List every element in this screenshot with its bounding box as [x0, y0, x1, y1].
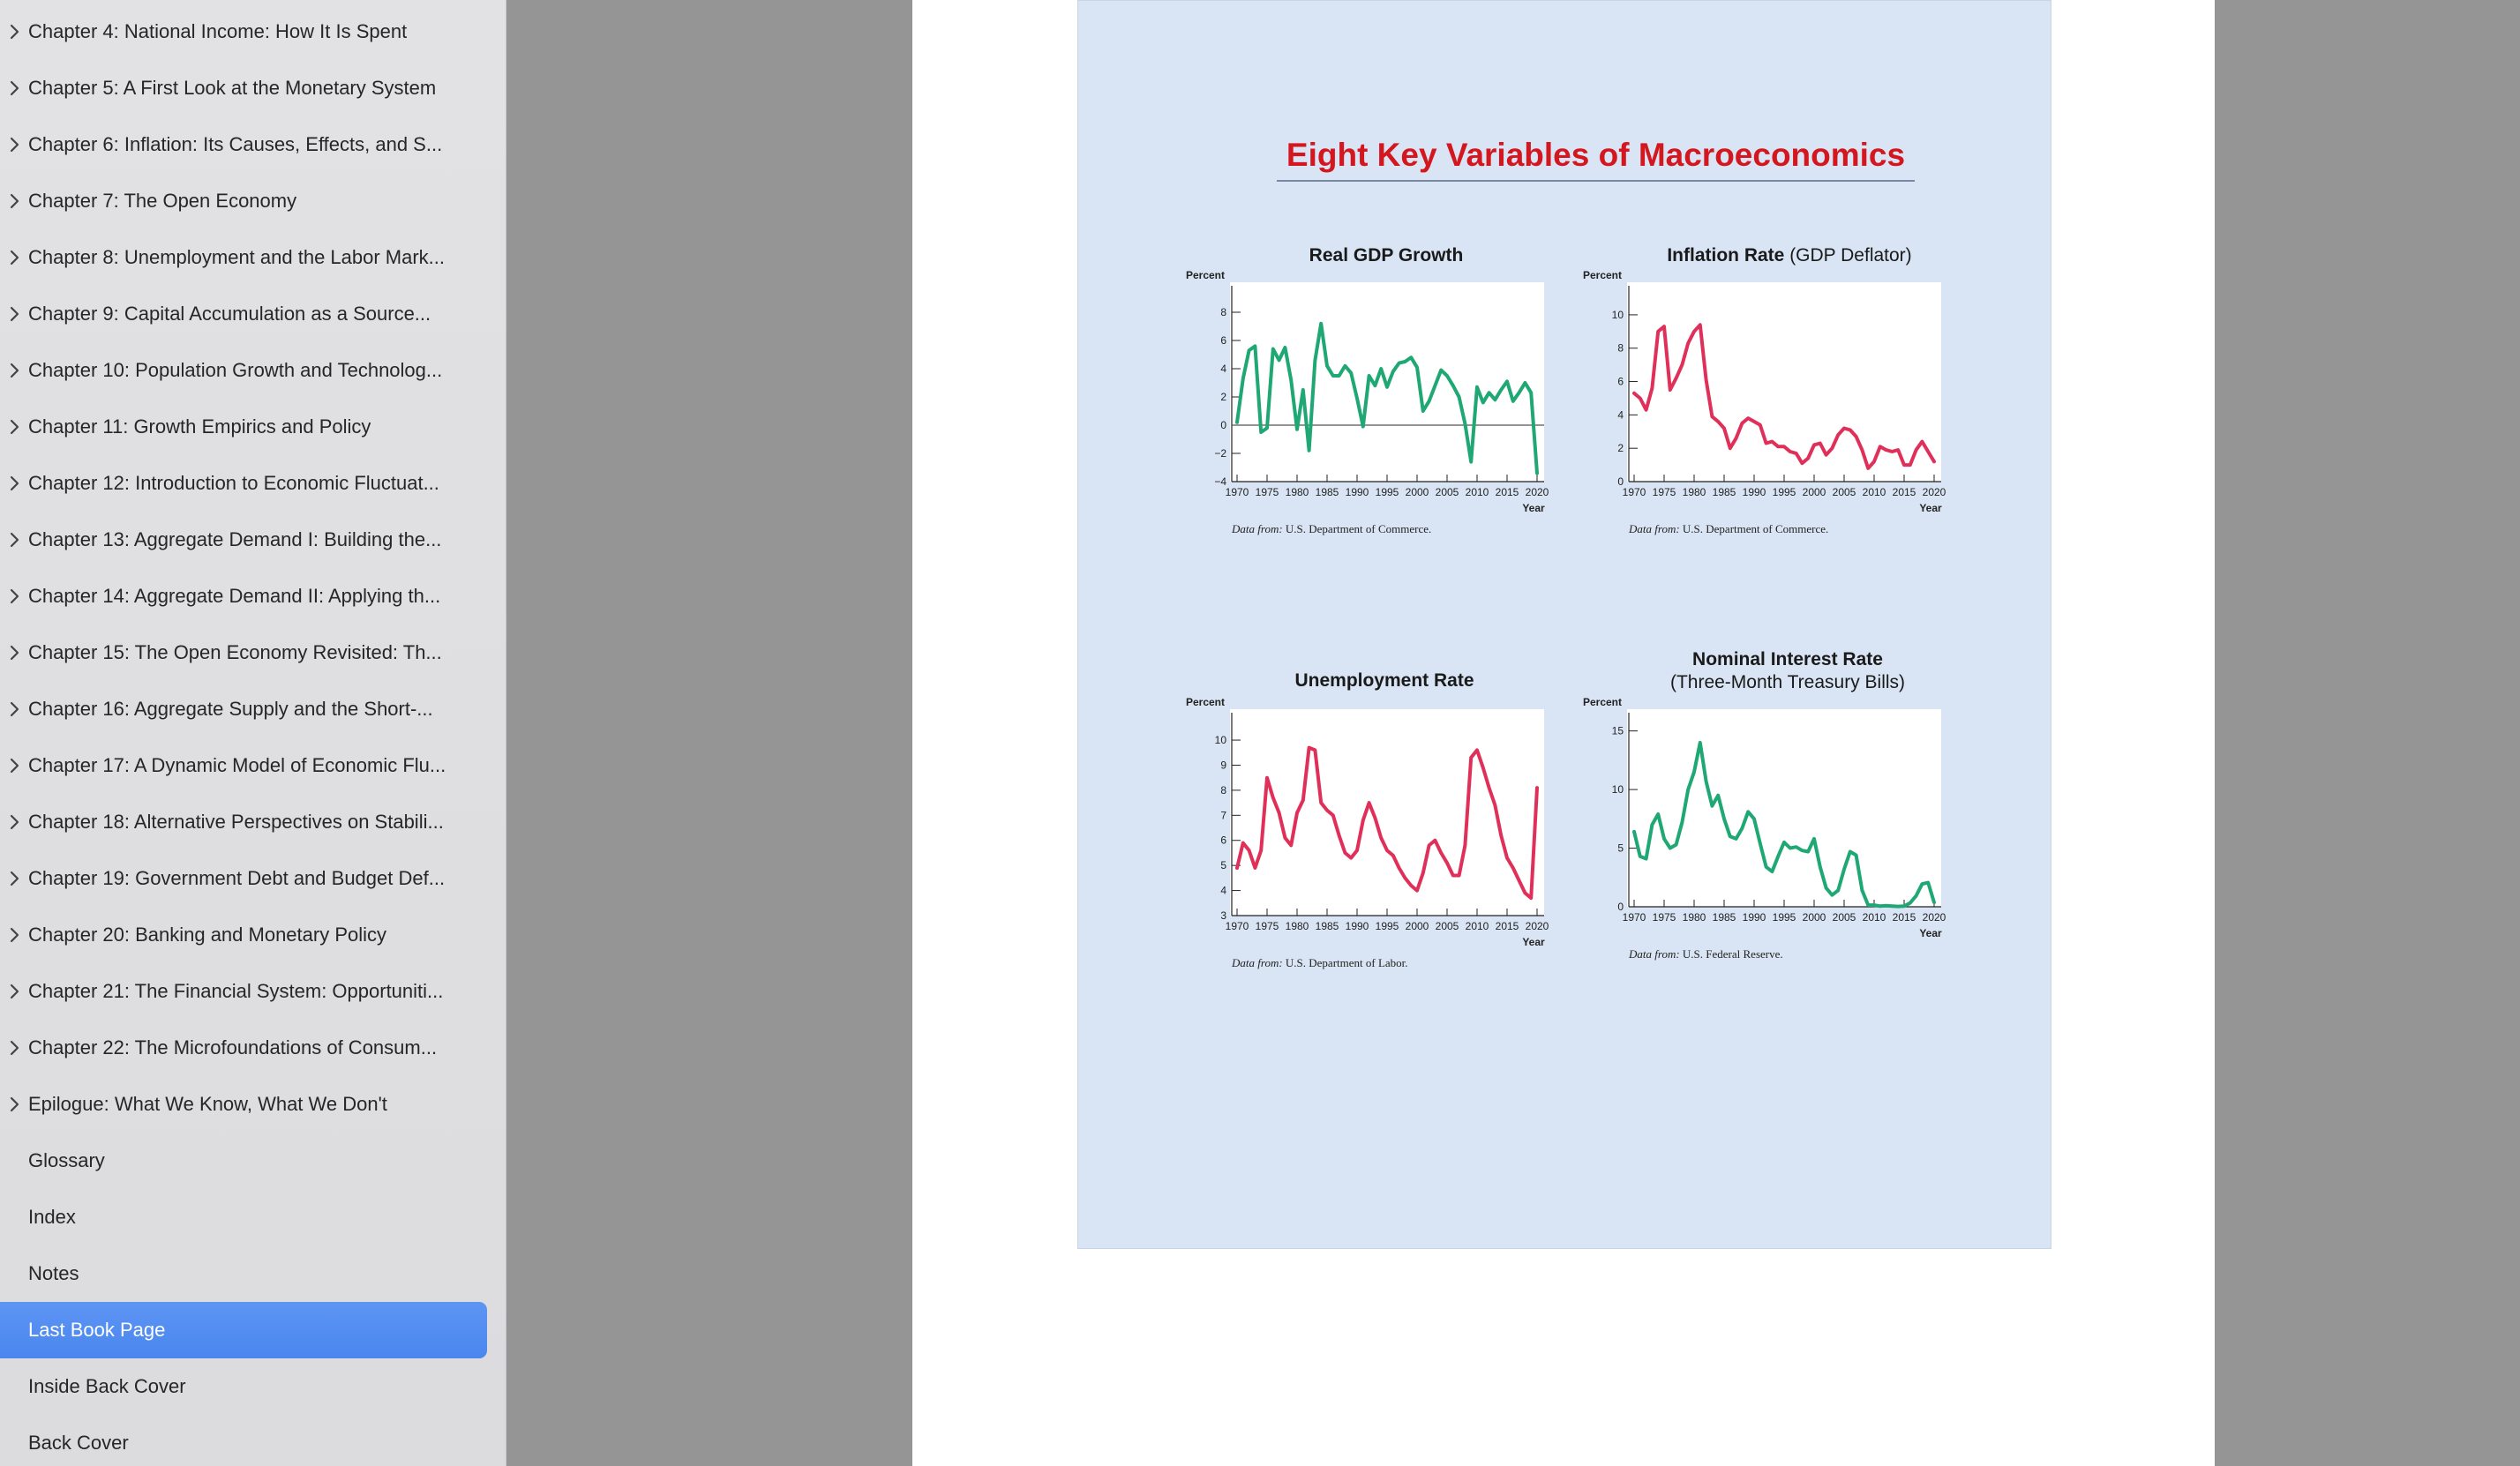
x-tick-label: 2015 — [1495, 920, 1519, 932]
toc-item[interactable] — [0, 342, 487, 399]
toc-item[interactable] — [0, 737, 487, 794]
x-tick-label: 2005 — [1435, 486, 1459, 498]
toc-item-label: Chapter 17: A Dynamic Model of Economic Flu... — [28, 754, 446, 776]
x-tick-label: 1980 — [1682, 911, 1706, 924]
chevron-right-icon[interactable] — [0, 871, 28, 886]
toc-item[interactable] — [0, 907, 487, 963]
chevron-right-icon[interactable] — [0, 250, 28, 266]
toc-item-label: Chapter 5: A First Look at the Monetary System — [28, 77, 437, 99]
y-tick-label: 6 — [1220, 834, 1226, 847]
y-tick-label: 4 — [1220, 363, 1226, 375]
x-tick-label: 2005 — [1832, 911, 1856, 924]
toc-item-label: Chapter 12: Introduction to Economic Fluctuat... — [28, 472, 439, 494]
chevron-right-icon[interactable] — [0, 645, 28, 661]
x-tick-label: 1980 — [1285, 486, 1309, 498]
y-tick-label: 8 — [1220, 306, 1226, 318]
x-tick-label: 2020 — [1922, 911, 1946, 924]
toc-item-label: Chapter 16: Aggregate Supply and the Short-... — [28, 698, 433, 720]
toc-item-label: Last Book Page — [28, 1319, 166, 1341]
chart-title-gdp-main: Real GDP Growth — [1309, 245, 1464, 266]
chart-title-interest-main: Nominal Interest Rate — [1692, 649, 1883, 669]
x-tick-label: 2010 — [1465, 920, 1489, 932]
y-tick-label: 6 — [1617, 375, 1624, 388]
toc-item[interactable] — [0, 512, 487, 568]
x-tick-label: 1995 — [1375, 920, 1399, 932]
toc-item-label: Index — [28, 1206, 76, 1228]
x-tick-label: 1985 — [1315, 920, 1339, 932]
toc-item-label: Chapter 22: The Microfoundations of Consum... — [28, 1036, 438, 1058]
y-tick-label: 15 — [1611, 724, 1624, 737]
y-tick-label: 2 — [1220, 391, 1226, 403]
y-tick-label: 0 — [1617, 475, 1624, 488]
x-tick-label: 1970 — [1622, 911, 1646, 924]
toc-item[interactable] — [0, 794, 487, 850]
x-tick-label: 2015 — [1892, 486, 1916, 498]
toc-item-label: Chapter 19: Government Debt and Budget Def... — [28, 867, 446, 889]
chevron-right-icon[interactable] — [0, 1096, 28, 1112]
toc-item[interactable] — [0, 1076, 487, 1133]
toc-item-label: Chapter 18: Alternative Perspectives on Stabili... — [28, 811, 444, 833]
chart-title-interest — [1611, 648, 1964, 694]
toc-item[interactable] — [0, 1245, 487, 1302]
chart-source: Data from: U.S. Department of Commerce. — [1232, 522, 1432, 535]
toc-item-label: Chapter 10: Population Growth and Technolog... — [28, 359, 443, 381]
x-tick-label: 1980 — [1285, 920, 1309, 932]
toc-item-label: Chapter 21: The Financial System: Opportuniti... — [28, 980, 444, 1002]
toc-item-label: Chapter 13: Aggregate Demand I: Building the... — [28, 528, 442, 550]
x-tick-label: 1970 — [1225, 920, 1249, 932]
y-tick-label: 4 — [1617, 408, 1624, 422]
x-tick-label: 2015 — [1892, 911, 1916, 924]
chevron-right-icon[interactable] — [0, 814, 28, 830]
y-tick-label: 6 — [1220, 334, 1226, 347]
y-tick-label: −4 — [1214, 475, 1226, 488]
toc-item-label: Epilogue: What We Know, What We Don't — [28, 1093, 387, 1115]
chevron-right-icon[interactable] — [0, 758, 28, 774]
chevron-right-icon[interactable] — [0, 927, 28, 943]
chevron-right-icon[interactable] — [0, 24, 28, 40]
y-tick-label: 7 — [1220, 809, 1226, 822]
toc-item[interactable] — [0, 1020, 487, 1076]
chart-title-inflation-sub: (GDP Deflator) — [1789, 245, 1912, 266]
chevron-right-icon[interactable] — [0, 475, 28, 491]
toc-item-label: Chapter 9: Capital Accumulation as a Source... — [28, 303, 431, 325]
chart-title-inflation-main: Inflation Rate — [1667, 245, 1785, 266]
x-tick-label: 1990 — [1345, 486, 1369, 498]
y-axis-label: Percent — [1582, 269, 1622, 281]
x-tick-label: 2015 — [1495, 486, 1519, 498]
y-tick-label: 4 — [1220, 884, 1226, 897]
chart-title-unemployment — [1208, 669, 1561, 692]
y-tick-label: 8 — [1220, 783, 1226, 797]
y-tick-label: 3 — [1220, 909, 1226, 922]
chart-real-gdp-growth — [1165, 269, 1553, 538]
toc-item[interactable] — [0, 963, 487, 1020]
toc-item[interactable] — [0, 399, 487, 455]
chevron-right-icon[interactable] — [0, 363, 28, 378]
toc-item-label: Back Cover — [28, 1432, 129, 1454]
chevron-right-icon[interactable] — [0, 193, 28, 209]
toc-item[interactable] — [0, 1358, 487, 1415]
toc-item[interactable] — [0, 1189, 487, 1245]
y-axis-label: Percent — [1185, 696, 1225, 708]
y-axis-label: Percent — [1582, 696, 1622, 708]
chart-title-interest-sub: (Three-Month Treasury Bills) — [1669, 672, 1906, 692]
toc-item[interactable] — [0, 850, 487, 907]
y-tick-label: 0 — [1617, 901, 1624, 913]
chart-nominal-interest-rate — [1564, 696, 1952, 970]
toc-item-label: Chapter 15: The Open Economy Revisited: Th... — [28, 641, 442, 663]
x-tick-label: 1995 — [1772, 911, 1796, 924]
toc-item-label: Notes — [28, 1262, 79, 1284]
toc-item[interactable] — [0, 1302, 487, 1358]
x-tick-label: 2010 — [1862, 486, 1886, 498]
figure-panel — [1077, 0, 2051, 1249]
toc-item-label: Chapter 11: Growth Empirics and Policy — [28, 415, 371, 438]
y-tick-label: 8 — [1617, 341, 1624, 355]
toc-item-label: Glossary — [28, 1149, 105, 1171]
x-tick-label: 1985 — [1315, 486, 1339, 498]
chart-source: Data from: U.S. Department of Commerce. — [1629, 522, 1829, 535]
x-tick-label: 1975 — [1255, 486, 1279, 498]
chevron-right-icon[interactable] — [0, 419, 28, 435]
toc-item[interactable] — [0, 1415, 487, 1466]
toc-item-label: Chapter 20: Banking and Monetary Policy — [28, 924, 387, 946]
chevron-right-icon[interactable] — [0, 137, 28, 153]
page-title: Eight Key Variables of Macroeconomics — [1286, 137, 1906, 173]
chart-inflation-rate — [1564, 269, 1952, 538]
y-tick-label: 0 — [1220, 419, 1226, 431]
y-tick-label: 10 — [1214, 734, 1226, 747]
x-tick-label: 1995 — [1375, 486, 1399, 498]
toc-item[interactable] — [0, 455, 487, 512]
toc-item[interactable] — [0, 681, 487, 737]
x-axis-label: Year — [1522, 502, 1545, 514]
x-tick-label: 1990 — [1345, 920, 1369, 932]
chart-title-unemployment-main: Unemployment Rate — [1294, 670, 1474, 691]
y-tick-label: 5 — [1617, 841, 1624, 855]
x-tick-label: 2020 — [1922, 486, 1946, 498]
toc-item[interactable] — [0, 568, 487, 625]
x-tick-label: 2020 — [1525, 920, 1549, 932]
chart-source: Data from: U.S. Federal Reserve. — [1629, 947, 1783, 961]
x-tick-label: 2020 — [1525, 486, 1549, 498]
toc-sidebar — [0, 0, 506, 1466]
chevron-right-icon[interactable] — [0, 1040, 28, 1056]
x-axis-label: Year — [1919, 927, 1942, 939]
chevron-right-icon[interactable] — [0, 532, 28, 548]
chevron-right-icon[interactable] — [0, 701, 28, 717]
x-tick-label: 1975 — [1652, 911, 1676, 924]
plot-area — [1627, 709, 1941, 907]
x-tick-label: 2000 — [1802, 911, 1826, 924]
chevron-right-icon[interactable] — [0, 984, 28, 999]
x-tick-label: 1990 — [1742, 911, 1766, 924]
y-tick-label: 10 — [1611, 308, 1624, 321]
y-tick-label: 9 — [1220, 759, 1226, 772]
y-tick-label: 5 — [1220, 859, 1226, 872]
toc-item[interactable] — [0, 1133, 487, 1189]
x-tick-label: 1970 — [1225, 486, 1249, 498]
x-tick-label: 1975 — [1255, 920, 1279, 932]
x-tick-label: 1975 — [1652, 486, 1676, 498]
toc-item-label: Chapter 4: National Income: How It Is Spent — [28, 20, 408, 42]
title-underline — [1277, 180, 1915, 182]
x-axis-label: Year — [1919, 502, 1942, 514]
chart-title-inflation — [1613, 244, 1966, 267]
x-tick-label: 1995 — [1772, 486, 1796, 498]
toc-item-label: Chapter 8: Unemployment and the Labor Mark... — [28, 246, 446, 268]
x-tick-label: 2005 — [1832, 486, 1856, 498]
x-tick-label: 2010 — [1862, 911, 1886, 924]
toc-item[interactable] — [0, 116, 487, 173]
chevron-right-icon[interactable] — [0, 80, 28, 96]
toc-item-label: Chapter 7: The Open Economy — [28, 190, 297, 212]
y-tick-label: −2 — [1214, 447, 1226, 460]
toc-item-label: Inside Back Cover — [28, 1375, 186, 1397]
x-tick-label: 2005 — [1435, 920, 1459, 932]
toc-item[interactable] — [0, 173, 487, 229]
toc-item-label: Chapter 6: Inflation: Its Causes, Effects, and S... — [28, 133, 443, 155]
chart-source: Data from: U.S. Department of Labor. — [1232, 956, 1408, 969]
x-tick-label: 1980 — [1682, 486, 1706, 498]
chart-title-gdp — [1210, 244, 1563, 267]
y-axis-label: Percent — [1185, 269, 1225, 281]
toc-item[interactable] — [0, 286, 487, 342]
toc-item-label: Chapter 14: Aggregate Demand II: Applying th... — [28, 585, 441, 607]
x-tick-label: 1985 — [1712, 486, 1736, 498]
x-tick-label: 1970 — [1622, 486, 1646, 498]
x-tick-label: 2000 — [1802, 486, 1826, 498]
chart-unemployment-rate — [1165, 696, 1553, 970]
toc-item[interactable] — [0, 4, 487, 60]
x-tick-label: 2000 — [1405, 486, 1429, 498]
toc-item[interactable] — [0, 60, 487, 116]
chevron-right-icon[interactable] — [0, 306, 28, 322]
y-tick-label: 2 — [1617, 442, 1624, 455]
y-tick-label: 10 — [1611, 783, 1624, 797]
toc-item[interactable] — [0, 229, 487, 286]
x-tick-label: 1990 — [1742, 486, 1766, 498]
x-axis-label: Year — [1522, 936, 1545, 948]
x-tick-label: 2010 — [1465, 486, 1489, 498]
toc-item[interactable] — [0, 625, 487, 681]
x-tick-label: 2000 — [1405, 920, 1429, 932]
x-tick-label: 1985 — [1712, 911, 1736, 924]
chevron-right-icon[interactable] — [0, 588, 28, 604]
